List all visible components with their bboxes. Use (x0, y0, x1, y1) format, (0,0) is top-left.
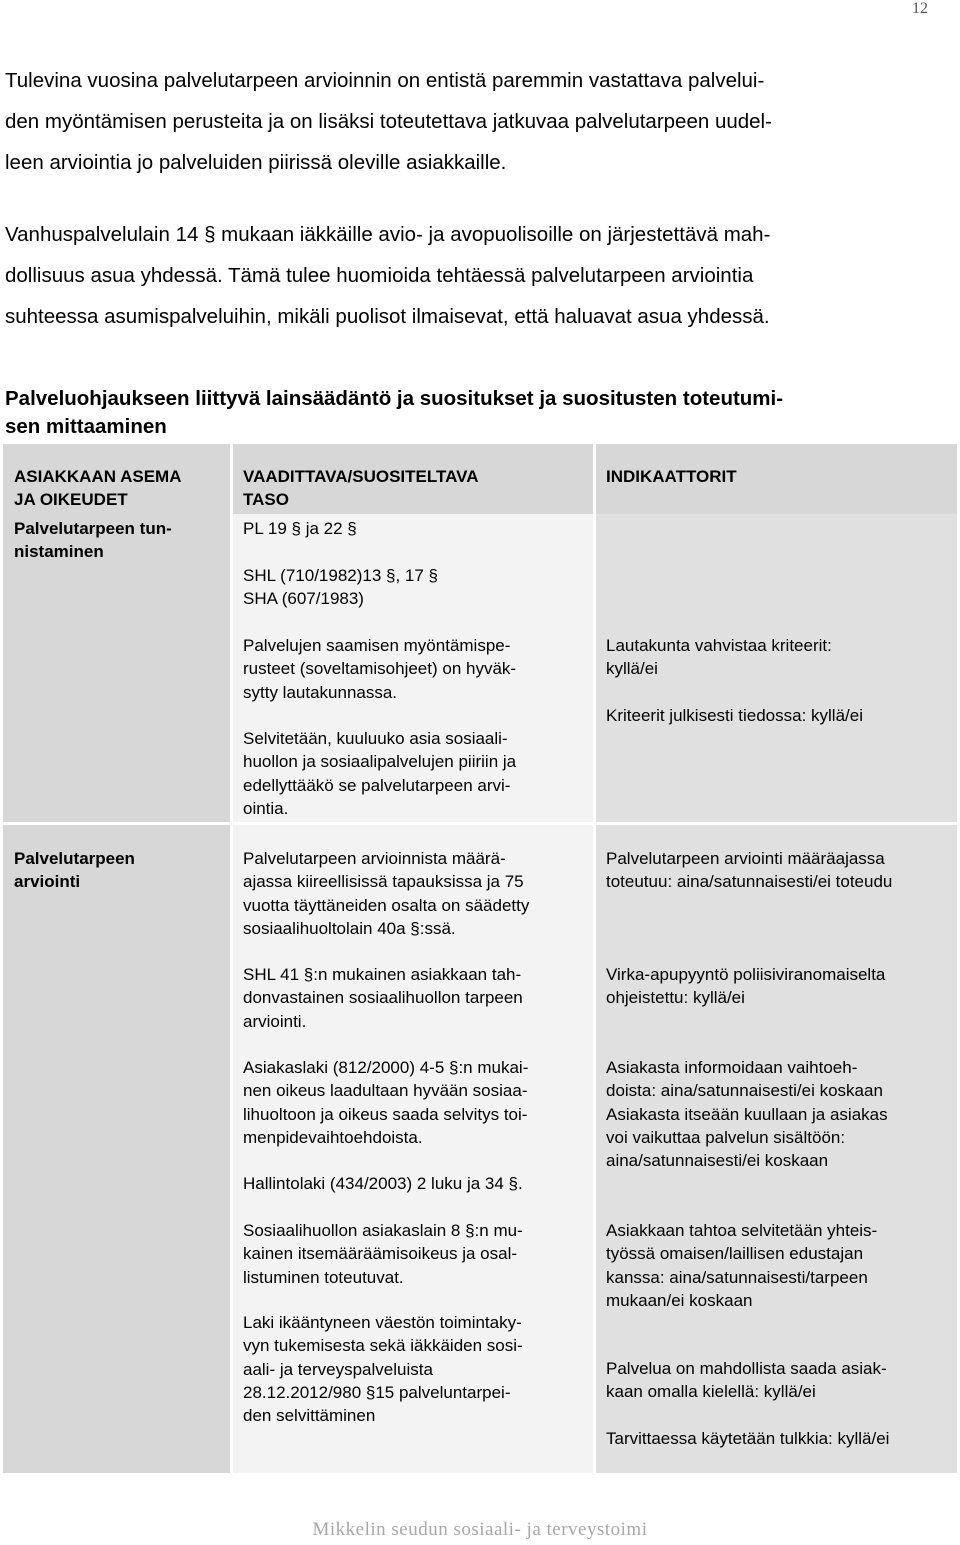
text-line: huollon ja sosiaalipalvelujen piiriin ja (243, 752, 517, 772)
text-line: Kriteerit julkisesti tiedossa: kyllä/ei (606, 706, 863, 725)
text-line: Asiakaslaki (812/2000) 4-5 §:n mukai- (243, 1058, 529, 1077)
text-line: Palvelutarpeen (14, 849, 135, 868)
requirement-myontamisperusteet (243, 634, 516, 704)
text-line: mukaan/ei koskaan (606, 1290, 753, 1310)
text-line: ASIAKKAAN ASEMA (14, 467, 182, 486)
indicator-virka-apupyynto (606, 963, 885, 1010)
text-line: Selvitetään, kuuluuko asia sosiaali- (243, 729, 508, 748)
footer: Mikkelin seudun sosiaali- ja terveystoimi (312, 1519, 648, 1540)
text-line: Asiakasta informoidaan vaihtoeh- (606, 1058, 858, 1077)
text-line: edellyttääkö se palvelutarpeen arvi- (243, 775, 511, 795)
indicator-lautakunta (606, 634, 832, 681)
text-line: Virka-apupyyntö poliisiviranomaiselta (606, 965, 886, 984)
text-line: Palvelutarpeen arvioinnista määrä- (243, 849, 506, 868)
text-line: doista: aina/satunnaisesti/ei koskaan (606, 1081, 883, 1101)
text-line: Palvelujen saamisen myöntämispe- (243, 636, 511, 655)
requirement-pl (243, 517, 357, 540)
text-line: kainen itsemääräämisoikeus ja osal- (243, 1244, 518, 1264)
text-line: sen mittaaminen (5, 415, 167, 438)
requirement-vanhuspalvelulaki (243, 1311, 523, 1427)
text-line: kanssa: aina/satunnaisesti/tarpeen (606, 1267, 868, 1287)
text-line: lihuoltoon ja oikeus saada selvitys toi- (243, 1104, 528, 1124)
text-line: ohjeistettu: kyllä/ei (606, 988, 745, 1008)
text-line: Lautakunta vahvistaa kriteerit: (606, 636, 832, 655)
text-line: nen oikeus laadultaan hyvään sosiaa- (243, 1081, 528, 1101)
indicator-informointi (606, 1056, 888, 1172)
text-line: Tulevina vuosina palvelutarpeen arvioinnin on entistä paremmin vastattava palvelui- (5, 69, 765, 92)
text-line: SHL 41 §:n mukainen asiakkaan tah- (243, 965, 522, 984)
text-line: 28.12.2012/980 §15 palveluntarpei- (243, 1382, 511, 1402)
text-line: Palvelutarpeen arviointi määräajassa (606, 849, 885, 868)
text-line: toteutuu: aina/satunnaisesti/ei toteudu (606, 872, 893, 892)
text-line: vyn tukemisesta sekä iäkkäiden sosi- (243, 1336, 523, 1356)
requirement-itsemaaraamisoikeus (243, 1219, 523, 1289)
text-line: listuminen toteutuvat. (243, 1267, 404, 1287)
text-line: rusteet (soveltamisohjeet) on hyväk- (243, 659, 517, 679)
text-line: aali- ja terveyspalveluista (243, 1359, 433, 1379)
table-row-divider (3, 822, 230, 825)
text-line: dollisuus asua yhdessä. Tämä tulee huomioida tehtäessä palvelutarpeen arviointia (5, 264, 754, 287)
requirement-selvitetaan (243, 727, 516, 820)
row-label-palvelutarpeen-arviointi (14, 847, 135, 894)
table-header-vaadittava-taso (243, 465, 478, 512)
requirement-shl41 (243, 963, 523, 1033)
text-line: työssä omaisen/laillisen edustajan (606, 1244, 864, 1264)
text-line: suhteessa asumispalveluihin, mikäli puolisot ilmaisevat, että haluavat asua yhdessä. (5, 305, 770, 328)
text-line: Asiakasta itseään kuullaan ja asiakas (606, 1104, 888, 1124)
text-line: JA OIKEUDET (14, 490, 128, 510)
text-line: SHA (607/1983) (243, 589, 364, 609)
requirement-asiakaslaki (243, 1056, 528, 1149)
indicator-tahto (606, 1219, 877, 1312)
text-line: TASO (243, 490, 289, 510)
text-line: aina/satunnaisesti/ei koskaan (606, 1151, 829, 1171)
section-heading (5, 385, 930, 441)
text-line: menpidevaihtoehdoista. (243, 1127, 423, 1147)
text-line: sosiaalihuoltolain 40a §:ssä. (243, 918, 456, 938)
requirement-maaraaika (243, 847, 529, 940)
text-line: Asiakkaan tahtoa selvitetään yhteis- (606, 1221, 878, 1240)
paragraph-1 (5, 60, 930, 183)
text-line: Palvelutarpeen tun- (14, 519, 172, 538)
indicator-kieli (606, 1357, 887, 1404)
requirement-shl-sha (243, 564, 438, 611)
text-line: kaan omalla kielellä: kyllä/ei (606, 1382, 816, 1402)
text-line: donvastainen sosiaalihuollon tarpeen (243, 988, 523, 1008)
text-line: INDIKAATTORIT (606, 467, 737, 486)
text-line: Palvelua on mahdollista saada asiak- (606, 1359, 887, 1378)
table-col1-body-bg (3, 514, 230, 1473)
text-line: den myöntämisen perusteita ja on lisäksi toteutettava jatkuvaa palvelutarpeen uudel- (5, 110, 772, 133)
text-line: arviointi (14, 872, 81, 892)
text-line: Tarvittaessa käytetään tulkkia: kyllä/ei (606, 1429, 890, 1448)
indicator-kriteerit-julkisesti (606, 704, 863, 727)
text-line: den selvittäminen (243, 1406, 376, 1426)
row-label-palvelutarpeen-tunnistaminen (14, 517, 172, 564)
text-line: ajassa kiireellisissä tapauksissa ja 75 (243, 872, 524, 892)
text-line: Palveluohjaukseen liittyvä lainsäädäntö ja suositukset ja suositusten toteutumi- (5, 387, 784, 410)
text-line: Laki ikääntyneen väestön toimintaky- (243, 1313, 522, 1332)
text-line: PL 19 § ja 22 § (243, 519, 357, 538)
text-line: nistaminen (14, 542, 104, 562)
text-line: VAADITTAVA/SUOSITELTAVA (243, 467, 479, 486)
text-line: arviointi. (243, 1011, 307, 1031)
text-line: SHL (710/1982)13 §, 17 § (243, 566, 439, 585)
text-line: kyllä/ei (606, 659, 658, 679)
text-line: vuotta täyttäneiden osalta on säädetty (243, 895, 530, 915)
indicator-maaraaika (606, 847, 892, 894)
text-line: Vanhuspalvelulain 14 § mukaan iäkkäille avio- ja avopuolisoille on järjestettävä mah- (5, 223, 771, 246)
table-header-asiakkaan-asema (14, 465, 182, 512)
indicator-tulkki (606, 1427, 889, 1450)
requirement-hallintolaki (243, 1172, 523, 1195)
text-line: voi vaikuttaa palvelun sisältöön: (606, 1127, 846, 1147)
paragraph-2 (5, 214, 930, 337)
text-line: leen arviointia jo palveluiden piirissä oleville asiakkaille. (5, 151, 507, 174)
page-number: 12 (912, 0, 928, 17)
table-header-indikaattorit (606, 465, 737, 488)
text-line: Hallintolaki (434/2003) 2 luku ja 34 §. (243, 1174, 523, 1193)
text-line: sytty lautakunnassa. (243, 682, 398, 702)
text-line: ointia. (243, 798, 289, 818)
text-line: Sosiaalihuollon asiakaslain 8 §:n mu- (243, 1221, 523, 1240)
